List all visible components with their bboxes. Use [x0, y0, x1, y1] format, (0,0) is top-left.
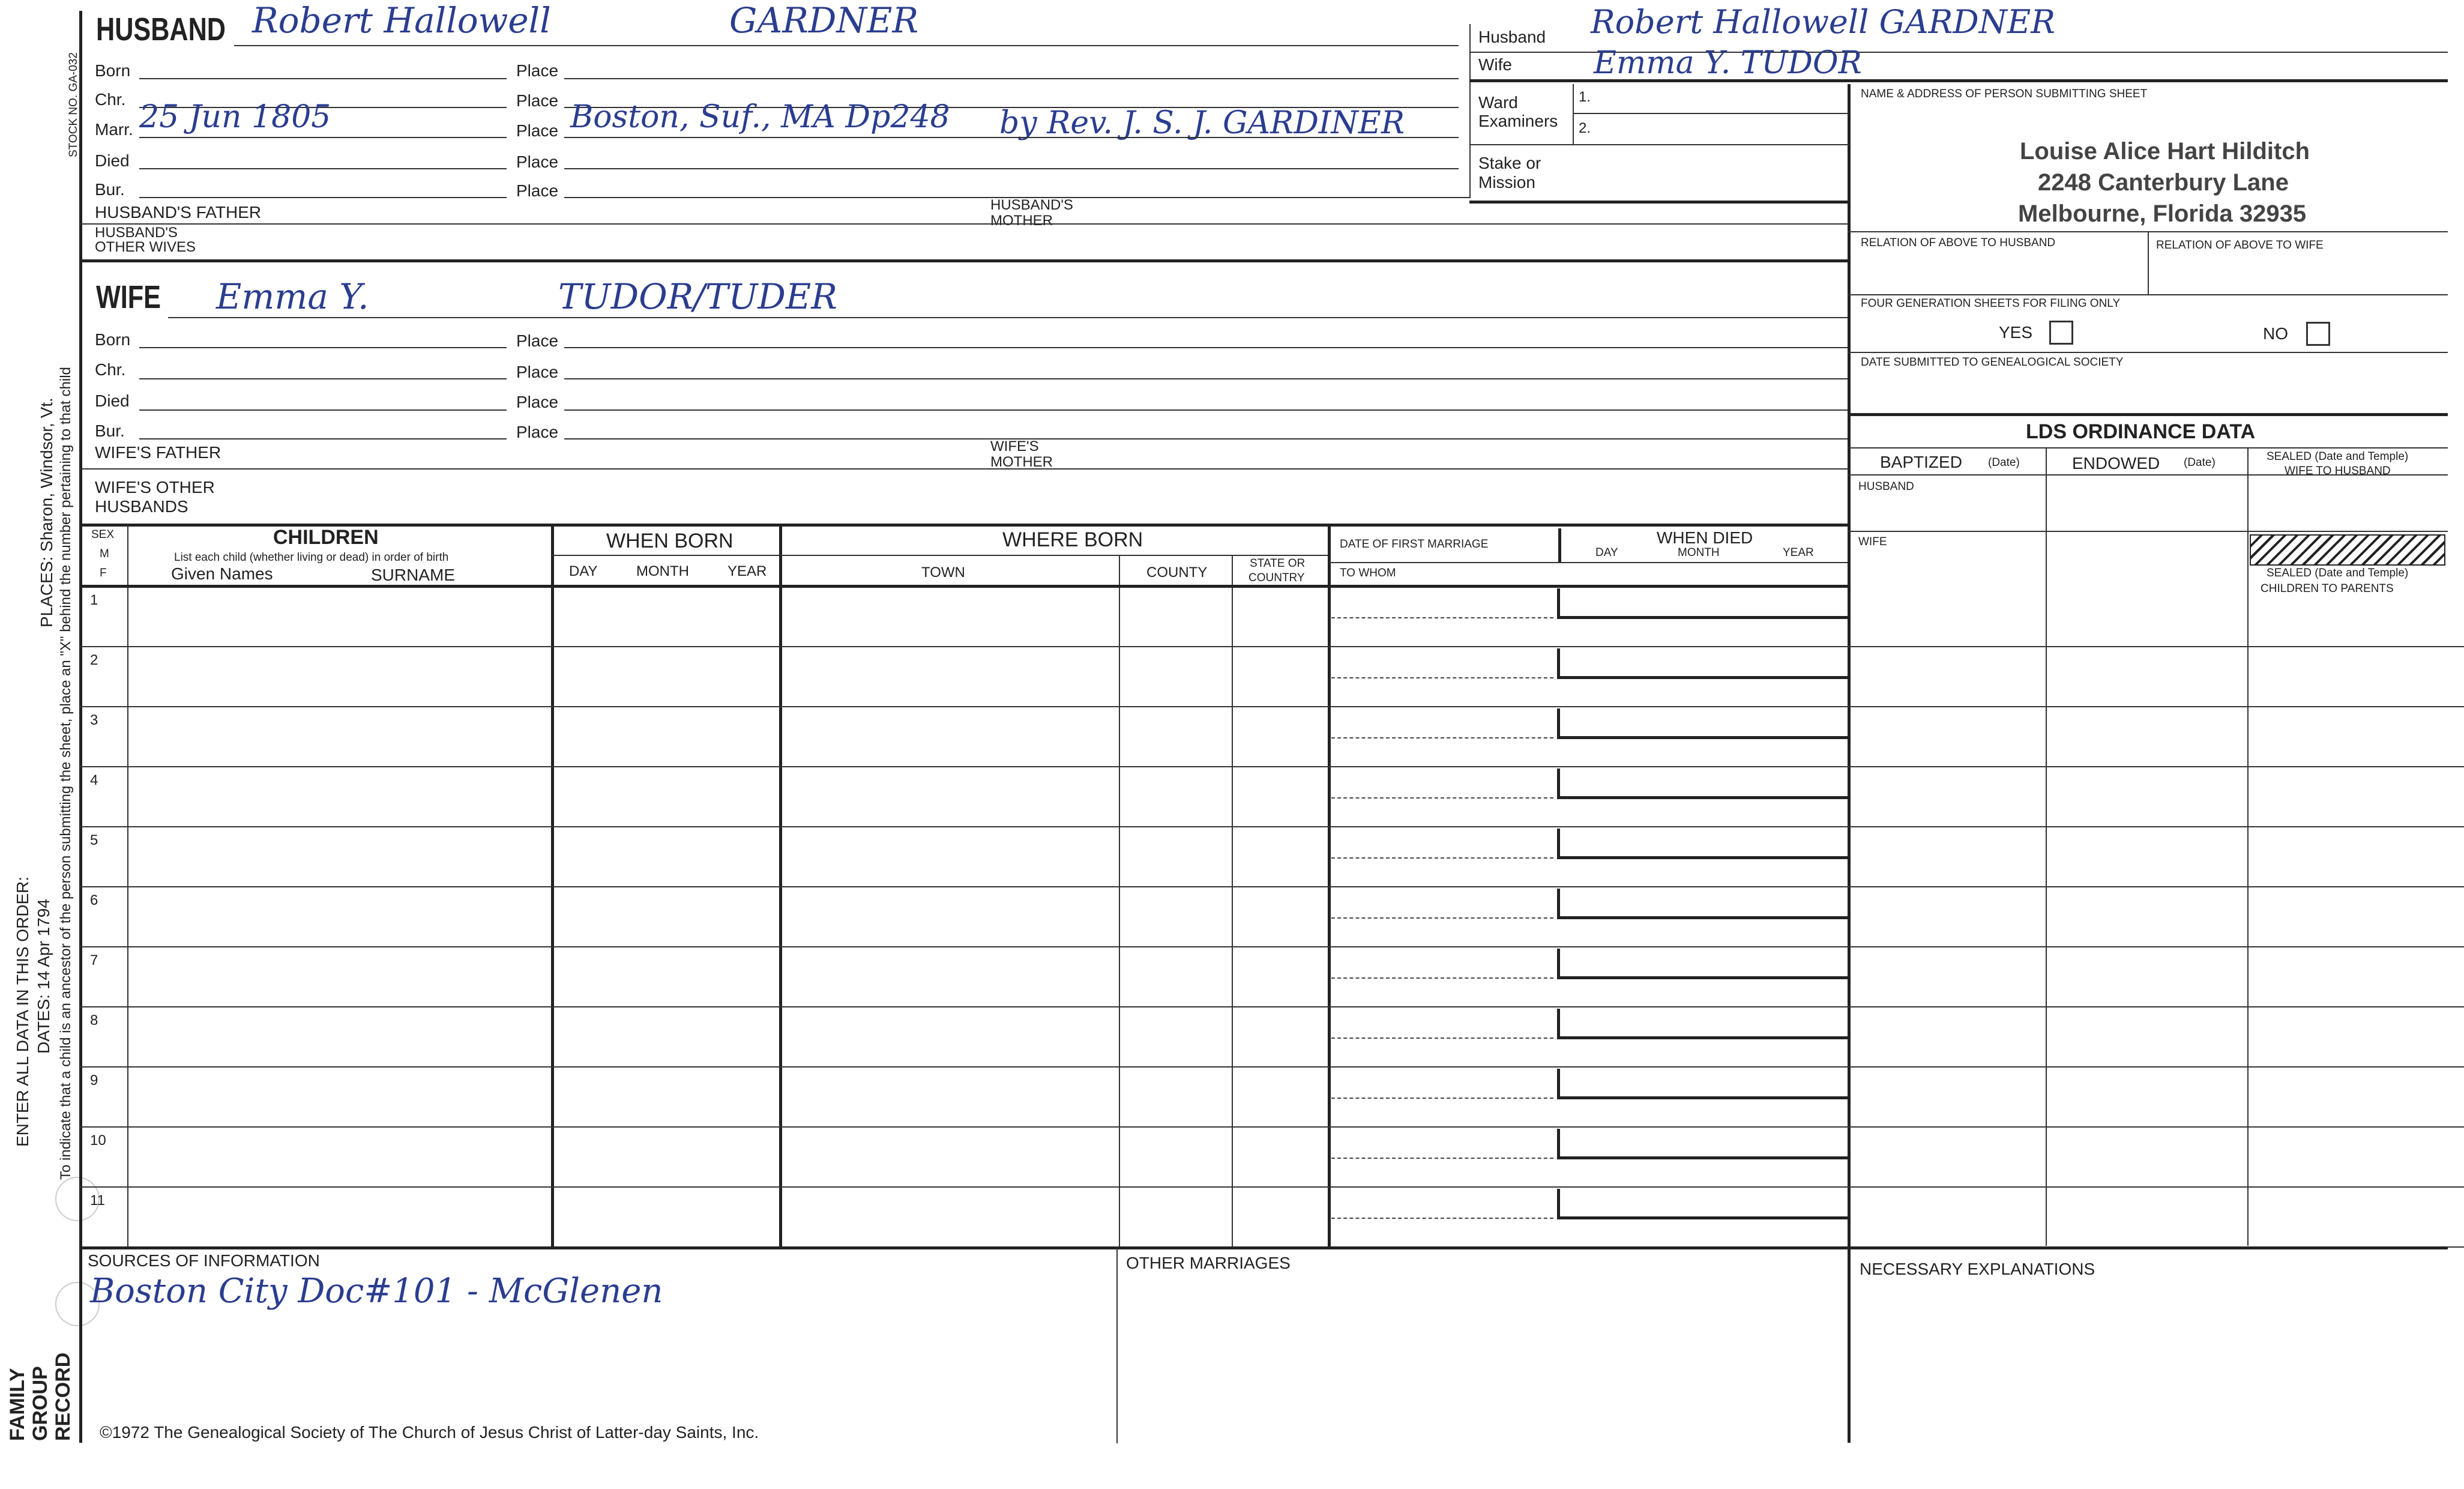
- born-year-label: YEAR: [727, 563, 767, 579]
- child-marriage-dash: [1331, 857, 1553, 859]
- died-day-label: DAY: [1595, 546, 1618, 559]
- wife-died-label: Died: [95, 391, 130, 410]
- submitter-street: 2248 Canterbury Lane: [2038, 169, 2289, 196]
- sources-text[interactable]: Boston City Doc#101 - McGlenen: [90, 1272, 663, 1311]
- sex-f-label: F: [100, 567, 107, 579]
- child-died-rule: [1557, 616, 1848, 619]
- wife-bur-place-label: Place: [516, 423, 559, 441]
- no-checkbox[interactable]: [2306, 322, 2330, 346]
- child-marriage-dash: [1331, 617, 1553, 618]
- given-names-label: Given Names: [171, 564, 273, 583]
- child-row-number: 11: [90, 1192, 105, 1209]
- sex-label: SEX: [91, 528, 115, 541]
- state-label-2: COUNTRY: [1249, 572, 1305, 584]
- header-husband-name[interactable]: Robert Hallowell GARDNER: [1591, 3, 2056, 41]
- stock-number: STOCK NO. GA-032: [67, 52, 80, 157]
- child-died-rule: [1557, 736, 1848, 739]
- child-died-rule: [1557, 676, 1848, 679]
- husband-mother-label-1: HUSBAND'S: [990, 197, 1073, 213]
- wife-chr-place-label: Place: [516, 363, 559, 381]
- baptized-date-label: (Date): [1988, 456, 2020, 469]
- child-marriage-dash: [1331, 677, 1553, 678]
- husband-heading: HUSBAND: [96, 11, 226, 47]
- sealed-children-label-2: CHILDREN TO PARENTS: [2261, 582, 2394, 595]
- copyright-text: ©1972 The Genealogical Society of The Church of Jesus Christ of Latter-day Saints, Inc.: [100, 1423, 759, 1442]
- wife-born-place-label: Place: [516, 331, 559, 350]
- child-died-bracket: [1557, 1069, 1560, 1098]
- child-row-number: 3: [90, 712, 98, 728]
- relation-wife-label: RELATION OF ABOVE TO WIFE: [2156, 239, 2324, 252]
- sealed-children-label-1: SEALED (Date and Temple): [2267, 567, 2409, 579]
- sources-label: SOURCES OF INFORMATION: [88, 1251, 320, 1270]
- child-row-rule: [79, 646, 2464, 647]
- state-label-1: STATE OR: [1250, 557, 1306, 570]
- child-row-number: 7: [90, 952, 98, 968]
- children-subtitle: List each child (whether living or dead) in order of birth: [174, 551, 449, 564]
- child-row-rule: [79, 1126, 2464, 1128]
- examiner-2: 2.: [1579, 120, 1591, 136]
- child-died-rule: [1557, 916, 1848, 919]
- child-died-bracket: [1557, 769, 1560, 797]
- child-row-number: 4: [90, 772, 98, 788]
- hatched-area: [2250, 534, 2445, 566]
- child-marriage-dash: [1331, 737, 1553, 738]
- sex-m-label: M: [100, 548, 109, 560]
- wife-born-label: Born: [95, 330, 131, 349]
- husband-marr-label: Marr.: [95, 120, 133, 139]
- child-row-rule: [79, 886, 2464, 887]
- enter-all-note: ENTER ALL DATA IN THIS ORDER:: [13, 876, 32, 1147]
- wife-died-place-label: Place: [516, 393, 559, 411]
- yes-label: YES: [1999, 323, 2033, 342]
- places-note: PLACES: Sharon, Windsor, Vt.: [37, 397, 56, 627]
- children-title: CHILDREN: [273, 526, 379, 549]
- endowed-label: ENDOWED: [2072, 454, 2160, 473]
- header-wife-name[interactable]: Emma Y. TUDOR: [1594, 45, 1862, 81]
- child-row-rule: [79, 826, 2464, 827]
- dates-note: DATES: 14 Apr 1794: [34, 899, 53, 1054]
- died-month-label: MONTH: [1678, 546, 1720, 559]
- died-year-label: YEAR: [1783, 546, 1814, 559]
- ward-label: Ward: [1478, 93, 1518, 112]
- record-title-1: FAMILY: [6, 1368, 29, 1441]
- husband-chr-place-label: Place: [516, 91, 559, 110]
- child-died-bracket: [1557, 829, 1560, 857]
- lds-title: LDS ORDINANCE DATA: [2026, 420, 2256, 443]
- child-row-number: 9: [90, 1072, 98, 1089]
- right-section-border: [1848, 84, 1851, 1443]
- husband-other-wives-1: HUSBAND'S: [95, 225, 178, 241]
- husband-bur-place-label: Place: [516, 181, 559, 200]
- wife-chr-label: Chr.: [95, 360, 126, 379]
- sealed-wife-label-2: WIFE TO HUSBAND: [2285, 465, 2391, 477]
- child-died-bracket: [1557, 648, 1560, 677]
- born-day-label: DAY: [569, 563, 598, 579]
- examiner-1: 1.: [1579, 89, 1591, 105]
- child-died-bracket: [1557, 1189, 1560, 1218]
- husband-mother-label-2: MOTHER: [990, 213, 1053, 229]
- child-marriage-dash: [1331, 917, 1553, 919]
- child-died-rule: [1557, 1156, 1848, 1159]
- child-row-number: 10: [90, 1132, 106, 1149]
- child-row-number: 1: [90, 592, 98, 608]
- yes-checkbox[interactable]: [2049, 321, 2073, 345]
- relation-husband-label: RELATION OF ABOVE TO HUSBAND: [1861, 237, 2056, 249]
- child-died-bracket: [1557, 949, 1560, 977]
- husband-marr-date[interactable]: 25 Jun 1805: [139, 99, 331, 135]
- husband-born-place-label: Place: [516, 61, 559, 80]
- child-marriage-dash: [1331, 977, 1553, 979]
- child-died-bracket: [1557, 588, 1560, 617]
- child-row-number: 2: [90, 652, 98, 668]
- child-marriage-dash: [1331, 797, 1553, 799]
- husband-father-label: HUSBAND'S FATHER: [95, 203, 262, 222]
- other-marriages-label: OTHER MARRIAGES: [1126, 1254, 1291, 1272]
- wife-mother-label-2: MOTHER: [990, 454, 1053, 470]
- four-gen-label: FOUR GENERATION SHEETS FOR FILING ONLY: [1861, 297, 2121, 310]
- when-born-label: WHEN BORN: [606, 530, 733, 552]
- endowed-date-label: (Date): [2184, 456, 2215, 469]
- child-died-rule: [1557, 796, 1848, 799]
- child-row-rule: [79, 946, 2464, 947]
- child-marriage-dash: [1331, 1098, 1553, 1099]
- husband-died-label: Died: [95, 151, 130, 170]
- wife-mother-label-1: WIFE'S: [990, 438, 1039, 455]
- husband-bur-label: Bur.: [95, 180, 125, 199]
- child-row-number: 6: [90, 892, 98, 908]
- county-label: COUNTY: [1146, 564, 1208, 581]
- child-row-rule: [79, 706, 2464, 707]
- husband-other-wives-2: OTHER WIVES: [95, 239, 196, 255]
- child-row-number: 5: [90, 832, 98, 848]
- stake-label: Stake or: [1478, 154, 1541, 172]
- mission-label: Mission: [1478, 173, 1535, 192]
- wife-other-husbands-2: HUSBANDS: [95, 497, 188, 516]
- husband-marr-officiant[interactable]: by Rev. J. S. J. GARDINER: [999, 105, 1405, 141]
- header-wife-label: Wife: [1478, 55, 1512, 74]
- header-box-bottom: [1469, 201, 1849, 204]
- child-died-rule: [1557, 976, 1848, 979]
- submitter-name: Louise Alice Hart Hilditch: [2020, 138, 2310, 165]
- child-marriage-dash: [1331, 1218, 1553, 1219]
- record-title-3: RECORD: [52, 1352, 74, 1441]
- lds-wife-label: WIFE: [1858, 536, 1887, 548]
- where-born-label: WHERE BORN: [1002, 528, 1143, 551]
- child-row-rule: [79, 766, 2464, 767]
- header-box-border: [1469, 24, 1471, 198]
- child-died-bracket: [1557, 708, 1560, 737]
- town-label: TOWN: [921, 564, 965, 581]
- submitter-label: NAME & ADDRESS OF PERSON SUBMITTING SHEET: [1861, 88, 2148, 100]
- child-marriage-dash: [1331, 1037, 1553, 1039]
- husband-surname[interactable]: GARDNER: [729, 0, 919, 41]
- child-row-number: 8: [90, 1012, 98, 1028]
- baptized-label: BAPTIZED: [1880, 453, 1962, 471]
- husband-born-label: Born: [95, 61, 131, 80]
- to-whom-label: TO WHOM: [1340, 567, 1396, 579]
- wife-father-label: WIFE'S FATHER: [95, 443, 221, 462]
- wife-heading: WIFE: [96, 279, 161, 315]
- child-row-rule: [79, 1066, 2464, 1068]
- wife-bur-label: Bur.: [95, 421, 125, 440]
- first-marriage-label: DATE OF FIRST MARRIAGE: [1340, 538, 1489, 551]
- child-died-bracket: [1557, 1009, 1560, 1037]
- husband-marr-place-label: Place: [516, 121, 559, 140]
- wife-given-name[interactable]: Emma Y.: [216, 276, 369, 317]
- child-died-bracket: [1557, 1129, 1560, 1158]
- wife-other-husbands-1: WIFE'S OTHER: [95, 478, 215, 497]
- husband-died-place-label: Place: [516, 153, 559, 171]
- indicate-note: To indicate that a child is an ancestor of the person submitting the sheet, place an "X" behind the number pertaining to that child: [58, 367, 74, 1180]
- sealed-wife-label-1: SEALED (Date and Temple): [2267, 450, 2409, 463]
- child-died-rule: [1557, 1036, 1848, 1039]
- examiners-label: Examiners: [1478, 112, 1558, 130]
- header-husband-label: Husband: [1478, 28, 1546, 46]
- child-died-rule: [1557, 1216, 1848, 1219]
- surname-label: SURNAME: [371, 566, 456, 584]
- husband-given-name[interactable]: Robert Hallowell: [252, 0, 551, 41]
- lds-husband-label: HUSBAND: [1858, 480, 1914, 493]
- husband-chr-label: Chr.: [95, 90, 126, 109]
- child-died-bracket: [1557, 889, 1560, 917]
- left-border: [79, 11, 82, 1443]
- husband-marr-place[interactable]: Boston, Suf., MA Dp248: [570, 99, 950, 135]
- born-month-label: MONTH: [636, 563, 689, 579]
- child-row-rule: [79, 1006, 2464, 1007]
- record-title-2: GROUP: [29, 1366, 52, 1441]
- date-submitted-label: DATE SUBMITTED TO GENEALOGICAL SOCIETY: [1861, 356, 2124, 369]
- submitter-city: Melbourne, Florida 32935: [2018, 201, 2307, 227]
- wife-surname[interactable]: TUDOR/TUDER: [558, 276, 837, 317]
- necessary-explanations-label: NECESSARY EXPLANATIONS: [1860, 1260, 2095, 1278]
- when-died-label: WHEN DIED: [1657, 528, 1753, 547]
- child-marriage-dash: [1331, 1158, 1553, 1159]
- no-label: NO: [2263, 324, 2288, 343]
- child-died-rule: [1557, 856, 1848, 859]
- child-row-rule: [79, 1186, 2464, 1188]
- child-died-rule: [1557, 1096, 1848, 1099]
